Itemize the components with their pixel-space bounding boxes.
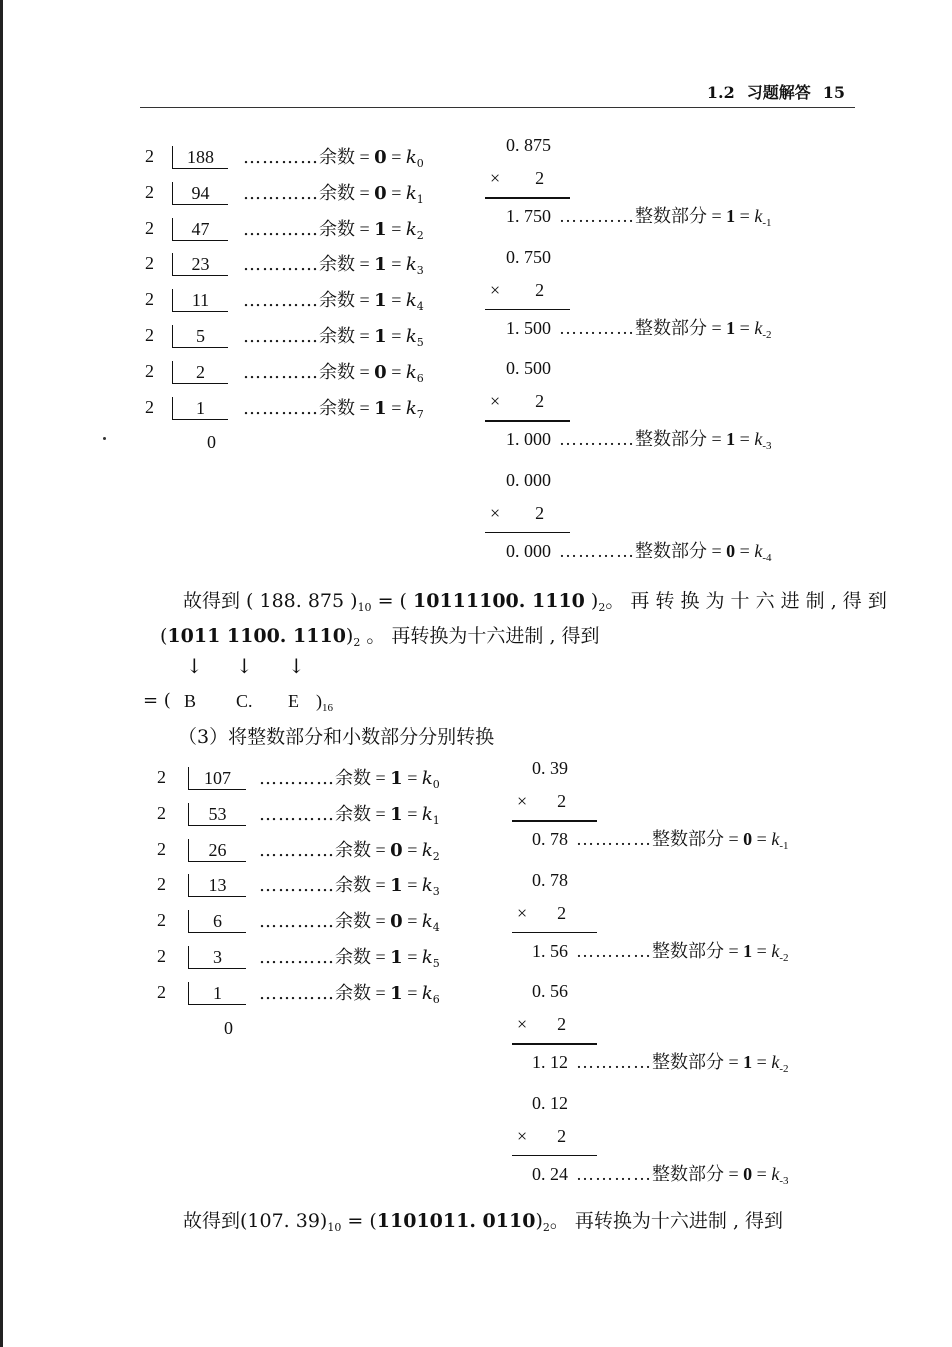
- multiply-row: [517, 790, 566, 812]
- remainder-value: 1: [374, 290, 387, 312]
- divisor: 2: [145, 181, 154, 202]
- leader-dots: …………: [559, 317, 635, 338]
- quotient-box: 94: [172, 182, 228, 205]
- remainder-value: 1: [390, 768, 403, 789]
- remainder-label: [259, 874, 440, 903]
- grouped-binary: 1011 1100. 1110: [167, 625, 346, 647]
- divisor: 2: [157, 838, 166, 859]
- equals: =: [752, 1163, 772, 1184]
- remainder-label: [243, 397, 424, 426]
- divisor: 2: [157, 802, 166, 823]
- equals: =: [355, 182, 375, 203]
- leader-dots: …………: [259, 768, 335, 789]
- k-symbol: $k_5$: [421, 947, 440, 970]
- k-symbol: $k_0$: [421, 768, 440, 791]
- equals: =: [386, 182, 406, 203]
- k-symbol: $k_1$: [421, 803, 440, 827]
- equals: =: [371, 947, 391, 967]
- equals: =: [371, 911, 391, 932]
- remainder-word: 余数: [319, 397, 355, 419]
- remainder-value: 1: [374, 218, 387, 240]
- leader-dots: …………: [243, 361, 319, 383]
- equals: =: [371, 982, 391, 1003]
- multiply-row: [490, 167, 544, 189]
- integer-part-word: 整数部分: [652, 940, 724, 962]
- part3-conclusion: [183, 1210, 783, 1239]
- quotient-box: 6: [188, 910, 246, 933]
- remainder-label: [243, 182, 424, 211]
- remainder-word: 余数: [319, 182, 355, 204]
- remainder-label: [259, 767, 440, 796]
- quotient-box: 2: [172, 361, 228, 384]
- binary-result: 10111100. 1110: [413, 590, 585, 612]
- remainder-word: 余数: [335, 875, 371, 897]
- multiplier: 2: [557, 791, 567, 811]
- product-row: [532, 1051, 788, 1080]
- integer-part-word: 整数部分: [652, 829, 724, 850]
- remainder-word: 余数: [319, 326, 355, 347]
- leader-dots: …………: [243, 397, 319, 419]
- remainder-label: [243, 289, 424, 318]
- remainder-value: 1: [374, 397, 387, 419]
- k-symbol: $k_{-3}$: [771, 1163, 789, 1187]
- equals: =: [707, 206, 727, 226]
- divisor: 2: [157, 981, 166, 1002]
- multiply-row: [490, 279, 544, 301]
- product-row: [506, 428, 771, 457]
- equals: =: [707, 317, 727, 338]
- equals: =: [371, 839, 391, 860]
- integer-part-value: 1: [726, 317, 736, 338]
- integer-part-value: 1: [726, 429, 736, 449]
- equals: =: [402, 875, 422, 896]
- remainder-label: [243, 325, 424, 354]
- final-quotient: 0: [207, 432, 216, 453]
- base-2-subscript: 2: [598, 601, 606, 614]
- leader-dots: …………: [259, 875, 335, 897]
- remainder-value: 0: [374, 182, 387, 204]
- scan-speck: [103, 437, 106, 440]
- header-rule: [140, 107, 855, 108]
- hex-close: )$_{16}$: [316, 691, 333, 714]
- quotient-box: 53: [188, 803, 246, 826]
- remainder-label: [259, 982, 440, 1011]
- quotient-box: 11: [172, 289, 228, 312]
- hex-prefix: = (: [143, 690, 171, 711]
- product-rule: [512, 820, 597, 822]
- conclusion-lead: 故得到(107. 39): [183, 1210, 328, 1232]
- product: 0. 000: [506, 540, 551, 561]
- equals: =: [735, 317, 755, 338]
- k-symbol: $k_{-1}$: [771, 829, 789, 852]
- k-symbol: $k_5$: [405, 326, 424, 349]
- multiplicand: 0. 78: [532, 869, 568, 890]
- equals: =: [355, 218, 375, 239]
- product-rule: [485, 532, 570, 534]
- binary-result: 1101011. 0110: [376, 1210, 536, 1232]
- base-16-subscript: 16: [322, 702, 333, 714]
- product-row: [532, 828, 788, 857]
- k-symbol: $k_4$: [421, 911, 440, 935]
- equals: =: [355, 290, 375, 311]
- k-symbol: $k_7$: [405, 397, 424, 421]
- remainder-label: [243, 146, 424, 175]
- remainder-label: [259, 839, 440, 868]
- remainder-value: 0: [374, 361, 387, 383]
- multiplier: 2: [535, 502, 545, 523]
- grouped-tail: 。 再转换为十六进制 , 得到: [360, 625, 600, 647]
- product: 1. 56: [532, 940, 568, 961]
- equals: =: [386, 397, 406, 418]
- k-symbol: $k_{-3}$: [754, 429, 772, 452]
- quotient-box: 13: [188, 874, 246, 897]
- divisor: 2: [145, 289, 154, 310]
- remainder-value: 1: [374, 326, 387, 347]
- leader-dots: …………: [243, 326, 319, 347]
- equals: =: [402, 947, 422, 967]
- k-symbol: $k_4$: [405, 290, 424, 314]
- quotient-box: 47: [172, 218, 228, 241]
- equals: =: [355, 147, 375, 167]
- remainder-word: 余数: [335, 911, 371, 933]
- k-symbol: $k_{-2}$: [771, 940, 789, 964]
- remainder-word: 余数: [319, 218, 355, 240]
- quotient-box: 5: [172, 325, 228, 348]
- leader-dots: …………: [243, 147, 319, 168]
- part3-heading: （3）将整数部分和小数部分分别转换: [178, 726, 495, 748]
- leader-dots: …………: [243, 254, 319, 276]
- integer-part-word: 整数部分: [635, 317, 707, 339]
- hex-digit: C.: [236, 691, 253, 711]
- k-symbol: $k_2$: [405, 218, 424, 242]
- remainder-label: [243, 253, 424, 282]
- equals: =: [386, 361, 406, 382]
- equals: =: [402, 911, 422, 932]
- product-row: [506, 205, 771, 234]
- product: 0. 78: [532, 829, 568, 849]
- product: 1. 000: [506, 429, 551, 449]
- down-arrow-icon: ↓: [288, 654, 305, 678]
- leader-dots: …………: [576, 940, 652, 961]
- divisor: 2: [145, 253, 154, 274]
- multiplicand: 0. 500: [506, 358, 551, 378]
- header-title: 习题解答: [746, 83, 811, 102]
- integer-part-word: 整数部分: [635, 206, 707, 227]
- equals: =: [735, 429, 755, 449]
- remainder-value: 0: [390, 839, 403, 861]
- header-section: 1.2: [706, 83, 735, 102]
- hex-digit: E: [288, 691, 299, 711]
- multiplier: 2: [557, 1125, 567, 1146]
- divisor: 2: [145, 217, 154, 238]
- product-rule: [485, 309, 570, 311]
- equals: =: [724, 829, 744, 849]
- multiplicand: 0. 39: [532, 758, 568, 778]
- leader-dots: …………: [559, 429, 635, 449]
- equals: =: [724, 1052, 744, 1072]
- equals: =: [355, 254, 375, 275]
- remainder-label: [243, 361, 424, 390]
- divisor: 2: [157, 946, 166, 966]
- k-symbol: $k_{-1}$: [754, 206, 772, 229]
- product-row: [506, 317, 771, 346]
- remainder-value: 1: [390, 947, 403, 968]
- integer-part-word: 整数部分: [652, 1052, 724, 1073]
- down-arrow-icon: ↓: [186, 654, 203, 678]
- multiplicand: 0. 750: [506, 246, 551, 267]
- leader-dots: …………: [259, 911, 335, 933]
- remainder-value: 0: [374, 147, 387, 168]
- remainder-word: 余数: [335, 947, 371, 968]
- multiplicand: 0. 875: [506, 135, 551, 155]
- multiply-row: [490, 390, 544, 412]
- k-symbol: $k_6$: [405, 361, 424, 385]
- multiplicand: 0. 56: [532, 981, 568, 1001]
- equals: =: [386, 147, 406, 167]
- grouped-open: (: [160, 625, 168, 647]
- integer-part-value: 1: [743, 940, 753, 961]
- multiply-row: [490, 502, 544, 524]
- integer-part-word: 整数部分: [652, 1163, 724, 1185]
- equals: =: [752, 1052, 772, 1072]
- divisor: 2: [145, 146, 154, 166]
- multiplicand: 0. 000: [506, 469, 551, 490]
- equals: =: [735, 540, 755, 561]
- multiplier: 2: [557, 1014, 567, 1034]
- quotient-box: 23: [172, 253, 228, 276]
- grouped-binary-line: [160, 625, 600, 654]
- equals: =: [355, 326, 375, 346]
- equals: =: [752, 829, 772, 849]
- k-symbol: $k_1$: [405, 182, 424, 206]
- product-row: [532, 1163, 788, 1192]
- integer-part-value: 1: [726, 206, 736, 226]
- product-rule: [512, 1043, 597, 1045]
- leader-dots: …………: [259, 803, 335, 825]
- divisor: 2: [145, 360, 154, 381]
- equals: =: [402, 803, 422, 824]
- remainder-label: [243, 218, 424, 247]
- down-arrow-icon: ↓: [236, 654, 253, 678]
- times-icon: ×: [517, 902, 528, 923]
- product-rule: [512, 1155, 597, 1157]
- multiplier: 2: [535, 168, 545, 188]
- product-rule: [485, 197, 570, 199]
- hex-result-line: [143, 690, 171, 712]
- remainder-value: 1: [390, 803, 403, 825]
- leader-dots: …………: [259, 947, 335, 968]
- remainder-value: 1: [374, 254, 387, 276]
- remainder-word: 余数: [335, 982, 371, 1004]
- remainder-label: [259, 946, 440, 975]
- integer-part-word: 整数部分: [635, 429, 707, 450]
- integer-part-value: 0: [743, 1163, 753, 1184]
- equals: =: [735, 206, 755, 226]
- equals: =: [402, 839, 422, 860]
- conclusion-tail: 。 再转换为十六进制 , 得到: [549, 1210, 784, 1232]
- k-symbol: $k_3$: [405, 254, 424, 278]
- equals: =: [386, 290, 406, 311]
- conclusion-lead: 故得到 ( 188. 875 ): [183, 590, 358, 612]
- k-symbol: $k_{-2}$: [754, 317, 772, 341]
- equals: =: [355, 361, 375, 382]
- equals: =: [402, 768, 422, 788]
- grouped-close: ): [345, 625, 354, 647]
- k-symbol: $k_{-4}$: [754, 540, 772, 564]
- product: 1. 500: [506, 317, 551, 338]
- times-icon: ×: [517, 791, 528, 811]
- equals: =: [402, 982, 422, 1003]
- remainder-label: [259, 910, 440, 939]
- hex-digit: B: [184, 691, 197, 711]
- leader-dots: …………: [243, 218, 319, 240]
- conclusion-eq: = (: [371, 590, 414, 612]
- equals: =: [724, 940, 744, 961]
- leader-dots: …………: [259, 839, 335, 861]
- multiply-row: [517, 1125, 566, 1147]
- quotient-box: 188: [172, 146, 228, 169]
- equals: =: [371, 803, 391, 824]
- leader-dots: …………: [576, 1052, 652, 1072]
- divisor: 2: [157, 910, 166, 931]
- product: 1. 750: [506, 206, 551, 226]
- conclusion-eq: = (: [341, 1210, 377, 1232]
- conclusion-tail: 。 再 转 换 为 十 六 进 制 , 得 到: [605, 590, 887, 612]
- remainder-word: 余数: [335, 839, 371, 861]
- k-symbol: $k_6$: [421, 982, 440, 1006]
- base-10-subscript: 10: [357, 601, 372, 614]
- product-rule: [485, 420, 570, 422]
- remainder-word: 余数: [319, 254, 355, 276]
- multiply-row: [517, 902, 566, 924]
- final-quotient: 0: [224, 1017, 233, 1038]
- conclusion-close: ): [535, 1210, 543, 1232]
- divisor: 2: [157, 874, 166, 895]
- product-row: [532, 940, 788, 969]
- conclusion-close: ): [584, 590, 599, 612]
- equals: =: [355, 397, 375, 418]
- product: 0. 24: [532, 1163, 568, 1184]
- base-10-subscript: 10: [327, 1221, 342, 1234]
- base-2-subscript: 2: [542, 1221, 550, 1234]
- times-icon: ×: [517, 1125, 528, 1146]
- integer-part-word: 整数部分: [635, 540, 707, 562]
- divisor: 2: [157, 767, 166, 787]
- integer-part-value: 1: [743, 1052, 753, 1072]
- multiplier: 2: [557, 902, 567, 923]
- remainder-word: 余数: [335, 768, 371, 789]
- quotient-box: 3: [188, 946, 246, 969]
- k-symbol: $k_3$: [421, 875, 440, 899]
- equals: =: [707, 429, 727, 449]
- leader-dots: …………: [559, 206, 635, 226]
- remainder-word: 余数: [319, 147, 355, 168]
- leader-dots: …………: [259, 982, 335, 1004]
- remainder-label: [259, 803, 440, 832]
- quotient-box: 1: [172, 397, 228, 420]
- times-icon: ×: [490, 279, 501, 300]
- equals: =: [724, 1163, 744, 1184]
- remainder-value: 1: [390, 875, 403, 897]
- product-rule: [512, 932, 597, 934]
- equals: =: [386, 326, 406, 346]
- quotient-box: 1: [188, 982, 246, 1005]
- multiply-row: [517, 1013, 566, 1035]
- remainder-value: 1: [390, 982, 403, 1004]
- equals: =: [386, 254, 406, 275]
- leader-dots: …………: [243, 182, 319, 204]
- equals: =: [752, 940, 772, 961]
- quotient-box: 26: [188, 839, 246, 862]
- leader-dots: …………: [559, 540, 635, 561]
- running-header: [695, 80, 845, 103]
- part2-conclusion: [183, 590, 887, 619]
- times-icon: ×: [490, 168, 501, 188]
- page-left-border: [0, 0, 3, 1347]
- equals: =: [386, 218, 406, 239]
- k-symbol: $k_2$: [421, 839, 440, 863]
- divisor: 2: [145, 396, 154, 417]
- k-symbol: $k_0$: [405, 147, 424, 170]
- times-icon: ×: [517, 1014, 528, 1034]
- integer-part-value: 0: [726, 540, 736, 561]
- integer-part-value: 0: [743, 829, 753, 849]
- remainder-word: 余数: [319, 290, 355, 312]
- times-icon: ×: [490, 502, 501, 523]
- product: 1. 12: [532, 1052, 568, 1072]
- remainder-word: 余数: [319, 361, 355, 383]
- equals: =: [371, 875, 391, 896]
- leader-dots: …………: [576, 829, 652, 849]
- remainder-value: 0: [390, 911, 403, 933]
- equals: =: [371, 768, 391, 788]
- multiplicand: 0. 12: [532, 1092, 568, 1113]
- k-symbol: $k_{-2}$: [771, 1052, 789, 1075]
- divisor: 2: [145, 325, 154, 345]
- multiplier: 2: [535, 279, 545, 300]
- times-icon: ×: [490, 391, 501, 411]
- remainder-word: 余数: [335, 803, 371, 825]
- grouped-base-subscript: 2: [353, 636, 361, 649]
- multiplier: 2: [535, 391, 545, 411]
- leader-dots: …………: [576, 1163, 652, 1184]
- header-page-number: 15: [822, 83, 845, 102]
- product-row: [506, 540, 771, 569]
- leader-dots: …………: [243, 290, 319, 312]
- equals: =: [707, 540, 727, 561]
- quotient-box: 107: [188, 767, 246, 790]
